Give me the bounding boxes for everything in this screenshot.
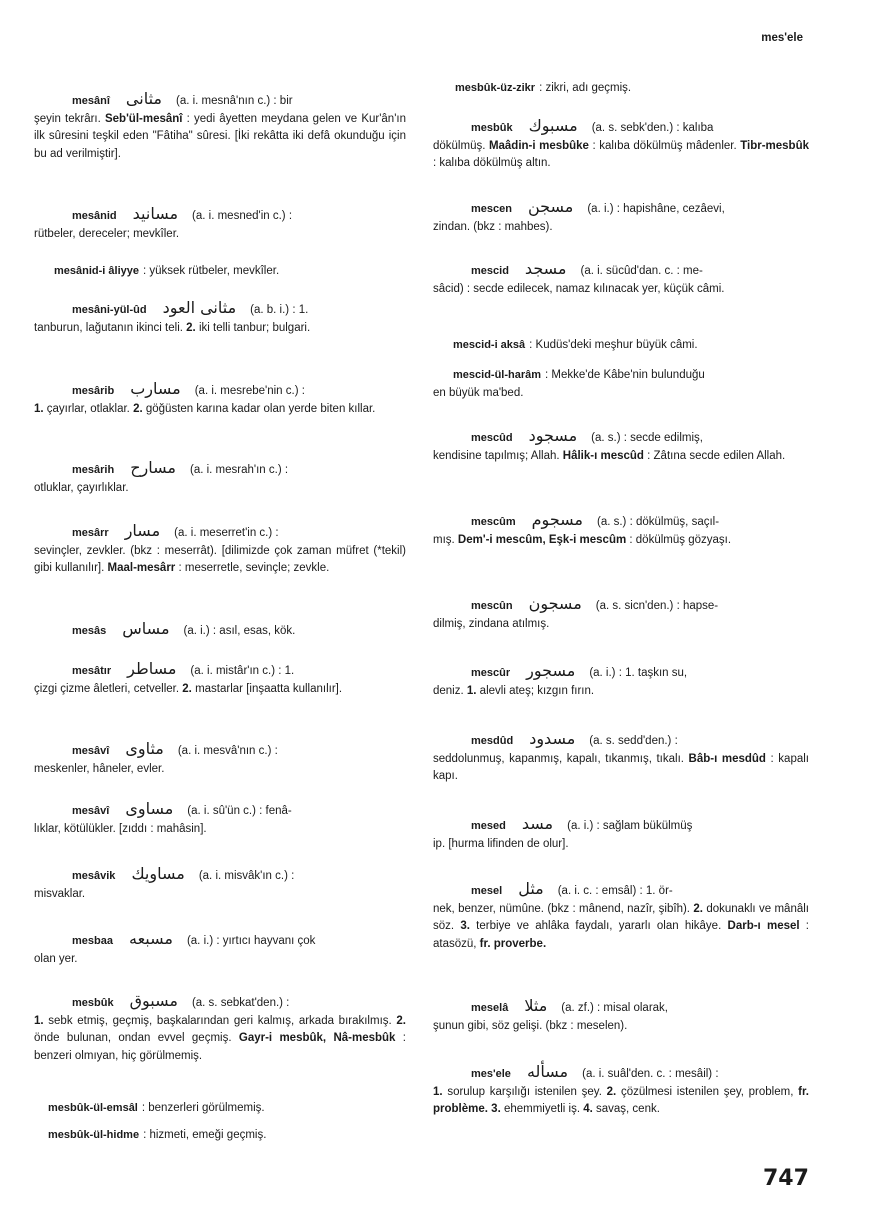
dictionary-entry: [433, 80, 809, 98]
running-header: mes'ele: [761, 32, 803, 44]
entry-headline: [433, 511, 809, 532]
dictionary-entry: [433, 367, 809, 402]
grammar-note: (a. i. mesned'in c.) :: [192, 210, 293, 222]
headword: mesbûk: [471, 122, 513, 134]
grammar-note: (a. b. i.) : 1.: [250, 304, 309, 316]
grammar-note: (a. i. mesnâ'nın c.) : bir: [175, 95, 293, 107]
definition-text: zindan. (bkz : mahbes).: [433, 220, 553, 233]
arabic-script: مساس: [122, 619, 170, 638]
dictionary-entry: [34, 205, 406, 243]
definition-text: şeyin tekrârı. Seb'ül-mesânî : yedi âyetten meydana gelen ve Kur'ân'ın ilk sûresini teşkil eden "Fâtiha" sûresi. [İki rekâtta iki defâ okunduğu için bu ad verilmiştir].: [34, 112, 406, 160]
arabic-script: مسبوك: [528, 116, 578, 135]
definition-text: ip. [hurma lifinden de olur].: [433, 837, 569, 850]
grammar-note: (a. i.) : hapishâne, cezâevi,: [587, 203, 725, 215]
dictionary-entry: [34, 740, 406, 778]
dictionary-entry: [34, 992, 406, 1065]
headword: mesed: [471, 820, 506, 832]
definition-text: lıklar, kötülükler. [zıddı : mahâsin].: [34, 822, 207, 835]
arabic-script: مثلا: [524, 996, 548, 1015]
definition-text: çizgi çizme âletleri, cetveller. 2. mastarlar [inşaatta kullanılır].: [34, 682, 343, 695]
dictionary-entry: [433, 260, 809, 298]
headword: mesârih: [72, 464, 115, 476]
grammar-note: (a. s. sicn'den.) : hapse-: [595, 600, 719, 612]
dictionary-entry: [433, 511, 809, 549]
headword: mesâvî: [72, 805, 110, 817]
entry-headline: [34, 865, 406, 886]
definition-text: rütbeler, dereceler; mevkîler.: [34, 227, 180, 240]
grammar-note: (a. i.) : yırtıcı hayvanı çok: [186, 935, 316, 947]
dictionary-entry: [433, 117, 809, 173]
dictionary-entry: [34, 800, 406, 838]
definition-text: meskenler, hâneler, evler.: [34, 762, 165, 775]
entry-headline: [433, 117, 809, 138]
definition-text: şunun gibi, söz gelişi. (bkz : meselen).: [433, 1019, 628, 1032]
grammar-note: (a. i.) : sağlam bükülmüş: [567, 820, 693, 832]
headword: mescûm: [471, 516, 516, 528]
definition-text: misvaklar.: [34, 887, 86, 900]
arabic-script: مسجود: [528, 426, 578, 445]
grammar-note: (a. s. sebkat'den.) :: [191, 997, 290, 1009]
entry-headline: [34, 380, 406, 401]
dictionary-entry: [433, 997, 809, 1035]
arabic-script: مسجوم: [531, 510, 583, 529]
headword: mesâvî: [72, 745, 110, 757]
definition-text: 1. çayırlar, otlaklar. 2. göğüsten karına kadar olan yerde biten kıllar.: [34, 402, 376, 415]
dictionary-entry: [34, 660, 406, 698]
entry-headline: [34, 1127, 406, 1145]
arabic-script: مسجن: [527, 197, 574, 216]
entry-headline: [34, 1100, 406, 1118]
definition-text: 1. sorulup karşılığı istenilen şey. 2. çözülmesi istenilen şey, problem, fr. problème. 3. ehemmiyetli iş. 4. savaş, cenk.: [433, 1085, 810, 1115]
grammar-note: (a. i. c. : emsâl) : 1. ör-: [557, 885, 673, 897]
grammar-note: (a. i. mistâr'ın c.) : 1.: [190, 665, 295, 677]
definition-text: kendisine tapılmış; Allah. Hâlik-ı mescûd : Zâtına secde edilen Allah.: [433, 449, 786, 462]
headword: mesânid: [72, 210, 117, 222]
entry-headline: [34, 660, 406, 681]
dictionary-entry: [34, 620, 406, 641]
headword: mesbûk-ül-hidme: [48, 1129, 140, 1141]
definition-inline: : Mekke'de Kâbe'nin bulunduğu: [545, 369, 705, 381]
dictionary-entry: [433, 427, 809, 465]
arabic-script: مسأله: [526, 1062, 569, 1081]
headword: mesâni-yül-ûd: [72, 304, 147, 316]
definition-text: 1. sebk etmiş, geçmiş, başkalarından geri kalmış, arkada bırakılmış. 2. önde bulunan, ondan evvel geçmiş. Gayr-i mesbûk, Nâ-mesbûk : benzeri olmıyan, hiç görülmemiş.: [34, 1014, 406, 1062]
dictionary-entry: [34, 865, 406, 903]
headword: mesârr: [72, 527, 109, 539]
dictionary-entry: [34, 380, 406, 418]
dictionary-entry: [433, 662, 809, 700]
arabic-script: مسد: [521, 814, 554, 833]
arabic-script: مسجد: [524, 259, 567, 278]
dictionary-entry: [34, 522, 406, 578]
entry-headline: [433, 595, 809, 616]
grammar-note: (a. i. sû'ün c.) : fenâ-: [187, 805, 292, 817]
entry-headline: [34, 299, 406, 320]
definition-text: deniz. 1. alevli ateş; kızgın fırın.: [433, 684, 595, 697]
definition-text: tanburun, lağutanın ikinci teli. 2. iki telli tanbur; bulgari.: [34, 321, 311, 334]
arabic-script: مساطر: [127, 659, 177, 678]
grammar-note: (a. zf.) : misal olarak,: [561, 1002, 668, 1014]
arabic-script: مسجون: [528, 594, 582, 613]
headword: mescûr: [471, 667, 511, 679]
page-number: 747: [763, 1166, 809, 1191]
definition-text: otluklar, çayırlıklar.: [34, 481, 129, 494]
definition-text: dökülmüş. Maâdin-i mesbûke : kalıba dökülmüş mâdenler. Tibr-mesbûk : kalıba dökülmüş altın.: [433, 139, 809, 169]
headword: mescid: [471, 265, 509, 277]
dictionary-entry: [34, 459, 406, 497]
arabic-script: مثانی العود: [162, 298, 237, 317]
headword: mesânid-i âliyye: [54, 265, 139, 277]
entry-headline: [34, 459, 406, 480]
arabic-script: مسبوق: [129, 991, 178, 1010]
dictionary-entry: [433, 198, 809, 236]
headword: mesbûk: [72, 997, 114, 1009]
entry-headline: [34, 205, 406, 226]
headword: mes'ele: [471, 1068, 511, 1080]
headword: meselâ: [471, 1002, 509, 1014]
grammar-note: (a. i. mesvâ'nın c.) :: [177, 745, 278, 757]
headword: mesbûk-üz-zikr: [455, 82, 536, 94]
entry-headline: [34, 263, 406, 281]
definition-text: en büyük ma'bed.: [433, 386, 524, 399]
dictionary-entry: [34, 1100, 406, 1118]
headword: mescid-ül-harâm: [453, 369, 542, 381]
arabic-script: مساویك: [131, 864, 185, 883]
definition-text: olan yer.: [34, 952, 78, 965]
entry-headline: [433, 997, 809, 1018]
arabic-script: مساوی: [125, 799, 174, 818]
headword: mesâs: [72, 625, 107, 637]
grammar-note: (a. i.) : 1. taşkın su,: [589, 667, 688, 679]
headword: mesâvik: [72, 870, 116, 882]
dictionary-entry: [433, 337, 809, 355]
definition-inline: : benzerleri görülmemiş.: [141, 1102, 265, 1114]
headword: mesânî: [72, 95, 110, 107]
entry-headline: [433, 367, 809, 385]
headword: mescûd: [471, 432, 513, 444]
arabic-script: مسار: [124, 521, 161, 540]
entry-headline: [433, 80, 809, 98]
grammar-note: (a. i. suâl'den. c. : mesâil) :: [582, 1068, 719, 1080]
entry-headline: [34, 740, 406, 761]
arabic-script: مسبعه: [128, 929, 173, 948]
entry-headline: [34, 90, 406, 111]
entry-headline: [433, 730, 809, 751]
entry-headline: [433, 662, 809, 683]
grammar-note: (a. s.) : secde edilmiş,: [591, 432, 703, 444]
entry-headline: [34, 930, 406, 951]
entry-headline: [34, 620, 406, 641]
headword: mesel: [471, 885, 503, 897]
dictionary-entry: [433, 595, 809, 633]
entry-headline: [34, 800, 406, 821]
entry-headline: [433, 337, 809, 355]
headword: mesârib: [72, 385, 115, 397]
definition-text: nek, benzer, nümûne. (bkz : mânend, nazîr, şibîh). 2. dokunaklı ve mânâlı söz. 3. terbiye ve ahlâka faydalı, yararlı olan hikâye. Darb-ı mesel : atasözü, fr. proverbe.: [433, 902, 810, 950]
arabic-script: مثانی: [125, 89, 162, 108]
grammar-note: (a. i. meserret'in c.) :: [174, 527, 279, 539]
dictionary-entry: [34, 1127, 406, 1145]
grammar-note: (a. s. sebk'den.) : kalıba: [591, 122, 714, 134]
grammar-note: (a. i. mesrah'ın c.) :: [189, 464, 289, 476]
entry-headline: [433, 198, 809, 219]
grammar-note: (a. i.) : asıl, esas, kök.: [183, 625, 296, 637]
definition-text: mış. Dem'-i mescûm, Eşk-i mescûm : dökülmüş gözyaşı.: [433, 533, 732, 546]
entry-headline: [34, 522, 406, 543]
entry-headline: [433, 880, 809, 901]
dictionary-entry: [34, 299, 406, 337]
grammar-note: (a. s. sedd'den.) :: [589, 735, 678, 747]
entry-headline: [433, 1063, 809, 1084]
arabic-script: مسارب: [130, 379, 181, 398]
dictionary-entry: [34, 90, 406, 163]
definition-text: seddolunmuş, kapanmış, kapalı, tıkanmış, tıkalı. Bâb-ı mesdûd : kapalı kapı.: [433, 752, 809, 782]
grammar-note: (a. i. mesrebe'nin c.) :: [194, 385, 305, 397]
definition-inline: : yüksek rütbeler, mevkîler.: [143, 265, 280, 277]
definition-text: sâcid) : secde edilecek, namaz kılınacak yer, küçük câmi.: [433, 282, 725, 295]
dictionary-entry: [433, 815, 809, 853]
grammar-note: (a. s.) : dökülmüş, saçıl-: [596, 516, 720, 528]
definition-inline: : hizmeti, emeği geçmiş.: [143, 1129, 267, 1141]
arabic-script: مثل: [518, 879, 544, 898]
arabic-script: مسارح: [130, 458, 176, 477]
dictionary-entry: [34, 263, 406, 281]
headword: mescûn: [471, 600, 513, 612]
entry-headline: [433, 260, 809, 281]
headword: mesâtır: [72, 665, 112, 677]
grammar-note: (a. i. sücûd'dan. c. : me-: [580, 265, 703, 277]
headword: mescid-i aksâ: [453, 339, 526, 351]
headword: mesbaa: [72, 935, 113, 947]
arabic-script: مسدود: [529, 729, 576, 748]
dictionary-entry: [34, 930, 406, 968]
entry-headline: [433, 815, 809, 836]
headword: mescen: [471, 203, 512, 215]
entry-headline: [34, 992, 406, 1013]
definition-text: dilmiş, zindana atılmış.: [433, 617, 550, 630]
entry-headline: [433, 427, 809, 448]
definition-inline: : Kudüs'deki meşhur büyük câmi.: [529, 339, 698, 351]
arabic-script: مثاوی: [125, 739, 164, 758]
dictionary-entry: [433, 1063, 809, 1119]
definition-inline: : zikri, adı geçmiş.: [539, 82, 632, 94]
definition-text: sevinçler, zevkler. (bkz : meserrât). [dilimizde çok zaman müfret (*tekil) gibi kullanılır]. Maal-mesârr : meserretle, sevinçle; zevkle.: [34, 544, 406, 574]
grammar-note: (a. i. misvâk'ın c.) :: [198, 870, 295, 882]
headword: mesbûk-ül-emsâl: [48, 1102, 138, 1114]
arabic-script: مسجور: [526, 661, 576, 680]
arabic-script: مسانید: [132, 204, 179, 223]
headword: mesdûd: [471, 735, 514, 747]
dictionary-entry: [433, 880, 809, 953]
dictionary-entry: [433, 730, 809, 786]
